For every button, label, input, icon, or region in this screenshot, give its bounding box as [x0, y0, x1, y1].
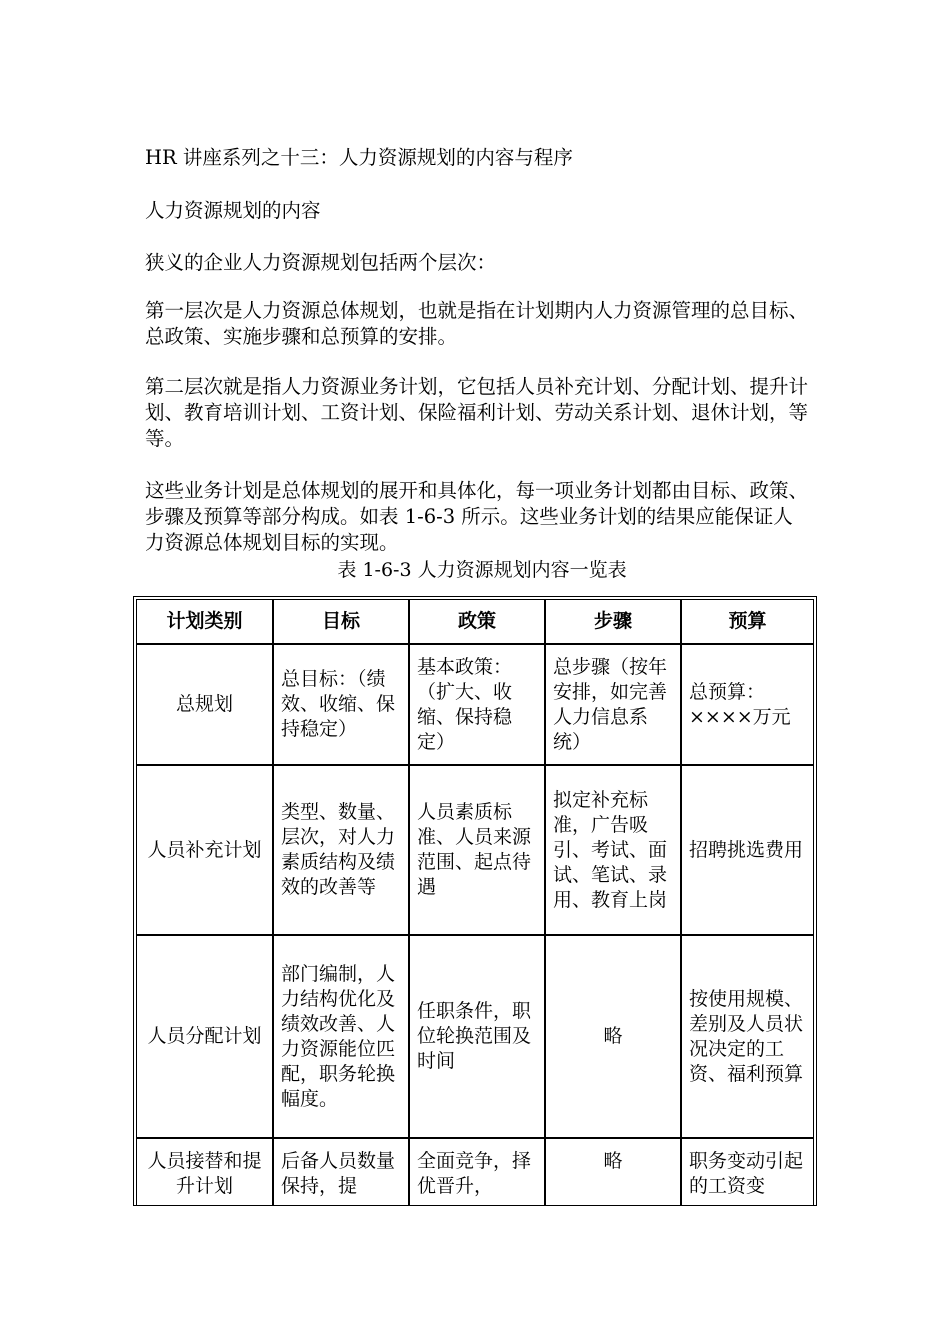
table-cell: 基本政策：（扩大、收缩、保持稳定）	[409, 644, 545, 765]
table-cell: 全面竞争，择优晋升，	[409, 1138, 545, 1206]
table-cell: 后备人员数量保持，提	[273, 1138, 409, 1206]
paragraph-level-one: 第一层次是人力资源总体规划，也就是指在计划期内人力资源管理的总目标、总政策、实施步骤和总预算的安排。	[145, 299, 809, 348]
table-cell: 招聘挑选费用	[681, 765, 814, 935]
table-cell: 略	[545, 1138, 681, 1206]
table-row	[136, 644, 814, 765]
table-cell: 总规划	[136, 644, 273, 765]
table-cell: 总步骤（按年安排，如完善人力信息系统）	[545, 644, 681, 765]
table-row	[136, 1138, 814, 1206]
header-budget: 预算	[681, 599, 814, 644]
header-goal: 目标	[273, 599, 409, 644]
paragraph-business-plans: 这些业务计划是总体规划的展开和具体化，每一项业务计划都由目标、政策、步骤及预算等部分构成。如表 1-6-3 所示。这些业务计划的结果应能保证人力资源总体规划目标的实现。	[145, 479, 809, 554]
hr-plan-table-grid	[136, 599, 814, 1206]
table-cell: 总目标：（绩效、收缩、保持稳定）	[273, 644, 409, 765]
paragraph-level-two: 第二层次就是指人力资源业务计划，它包括人员补充计划、分配计划、提升计划、教育培训计划、工资计划、保险福利计划、劳动关系计划、退休计划，等等。	[145, 375, 809, 450]
table-header-row	[136, 599, 814, 644]
table-cell: 人员分配计划	[136, 935, 273, 1138]
table-cell: 部门编制，人力结构优化及绩效改善、人力资源能位匹配，职务轮换幅度。	[273, 935, 409, 1138]
paragraph-intro: 狭义的企业人力资源规划包括两个层次：	[145, 251, 497, 274]
hr-plan-table	[133, 596, 817, 1206]
table-cell: 按使用规模、差别及人员状况决定的工资、福利预算	[681, 935, 814, 1138]
header-steps: 步骤	[545, 599, 681, 644]
table-cell: 人员补充计划	[136, 765, 273, 935]
table-cell: 职务变动引起的工资变	[681, 1138, 814, 1206]
table-cell: 人员接替和提升计划	[136, 1138, 273, 1206]
table-cell: 总预算：××××万元	[681, 644, 814, 765]
table-cell: 略	[545, 935, 681, 1138]
header-policy: 政策	[409, 599, 545, 644]
table-row	[136, 765, 814, 935]
table-cell: 人员素质标准、人员来源范围、起点待遇	[409, 765, 545, 935]
document-title: HR 讲座系列之十三：人力资源规划的内容与程序	[145, 146, 573, 169]
table-cell: 任职条件，职位轮换范围及时间	[409, 935, 545, 1138]
table-cell: 类型、数量、层次，对人力素质结构及绩效的改善等	[273, 765, 409, 935]
table-row	[136, 935, 814, 1138]
table-caption: 表 1-6-3 人力资源规划内容一览表	[337, 559, 627, 581]
section-heading: 人力资源规划的内容	[145, 199, 321, 222]
table-cell: 拟定补充标准，广告吸引、考试、面试、笔试、录用、教育上岗	[545, 765, 681, 935]
header-plan-type: 计划类别	[136, 599, 273, 644]
